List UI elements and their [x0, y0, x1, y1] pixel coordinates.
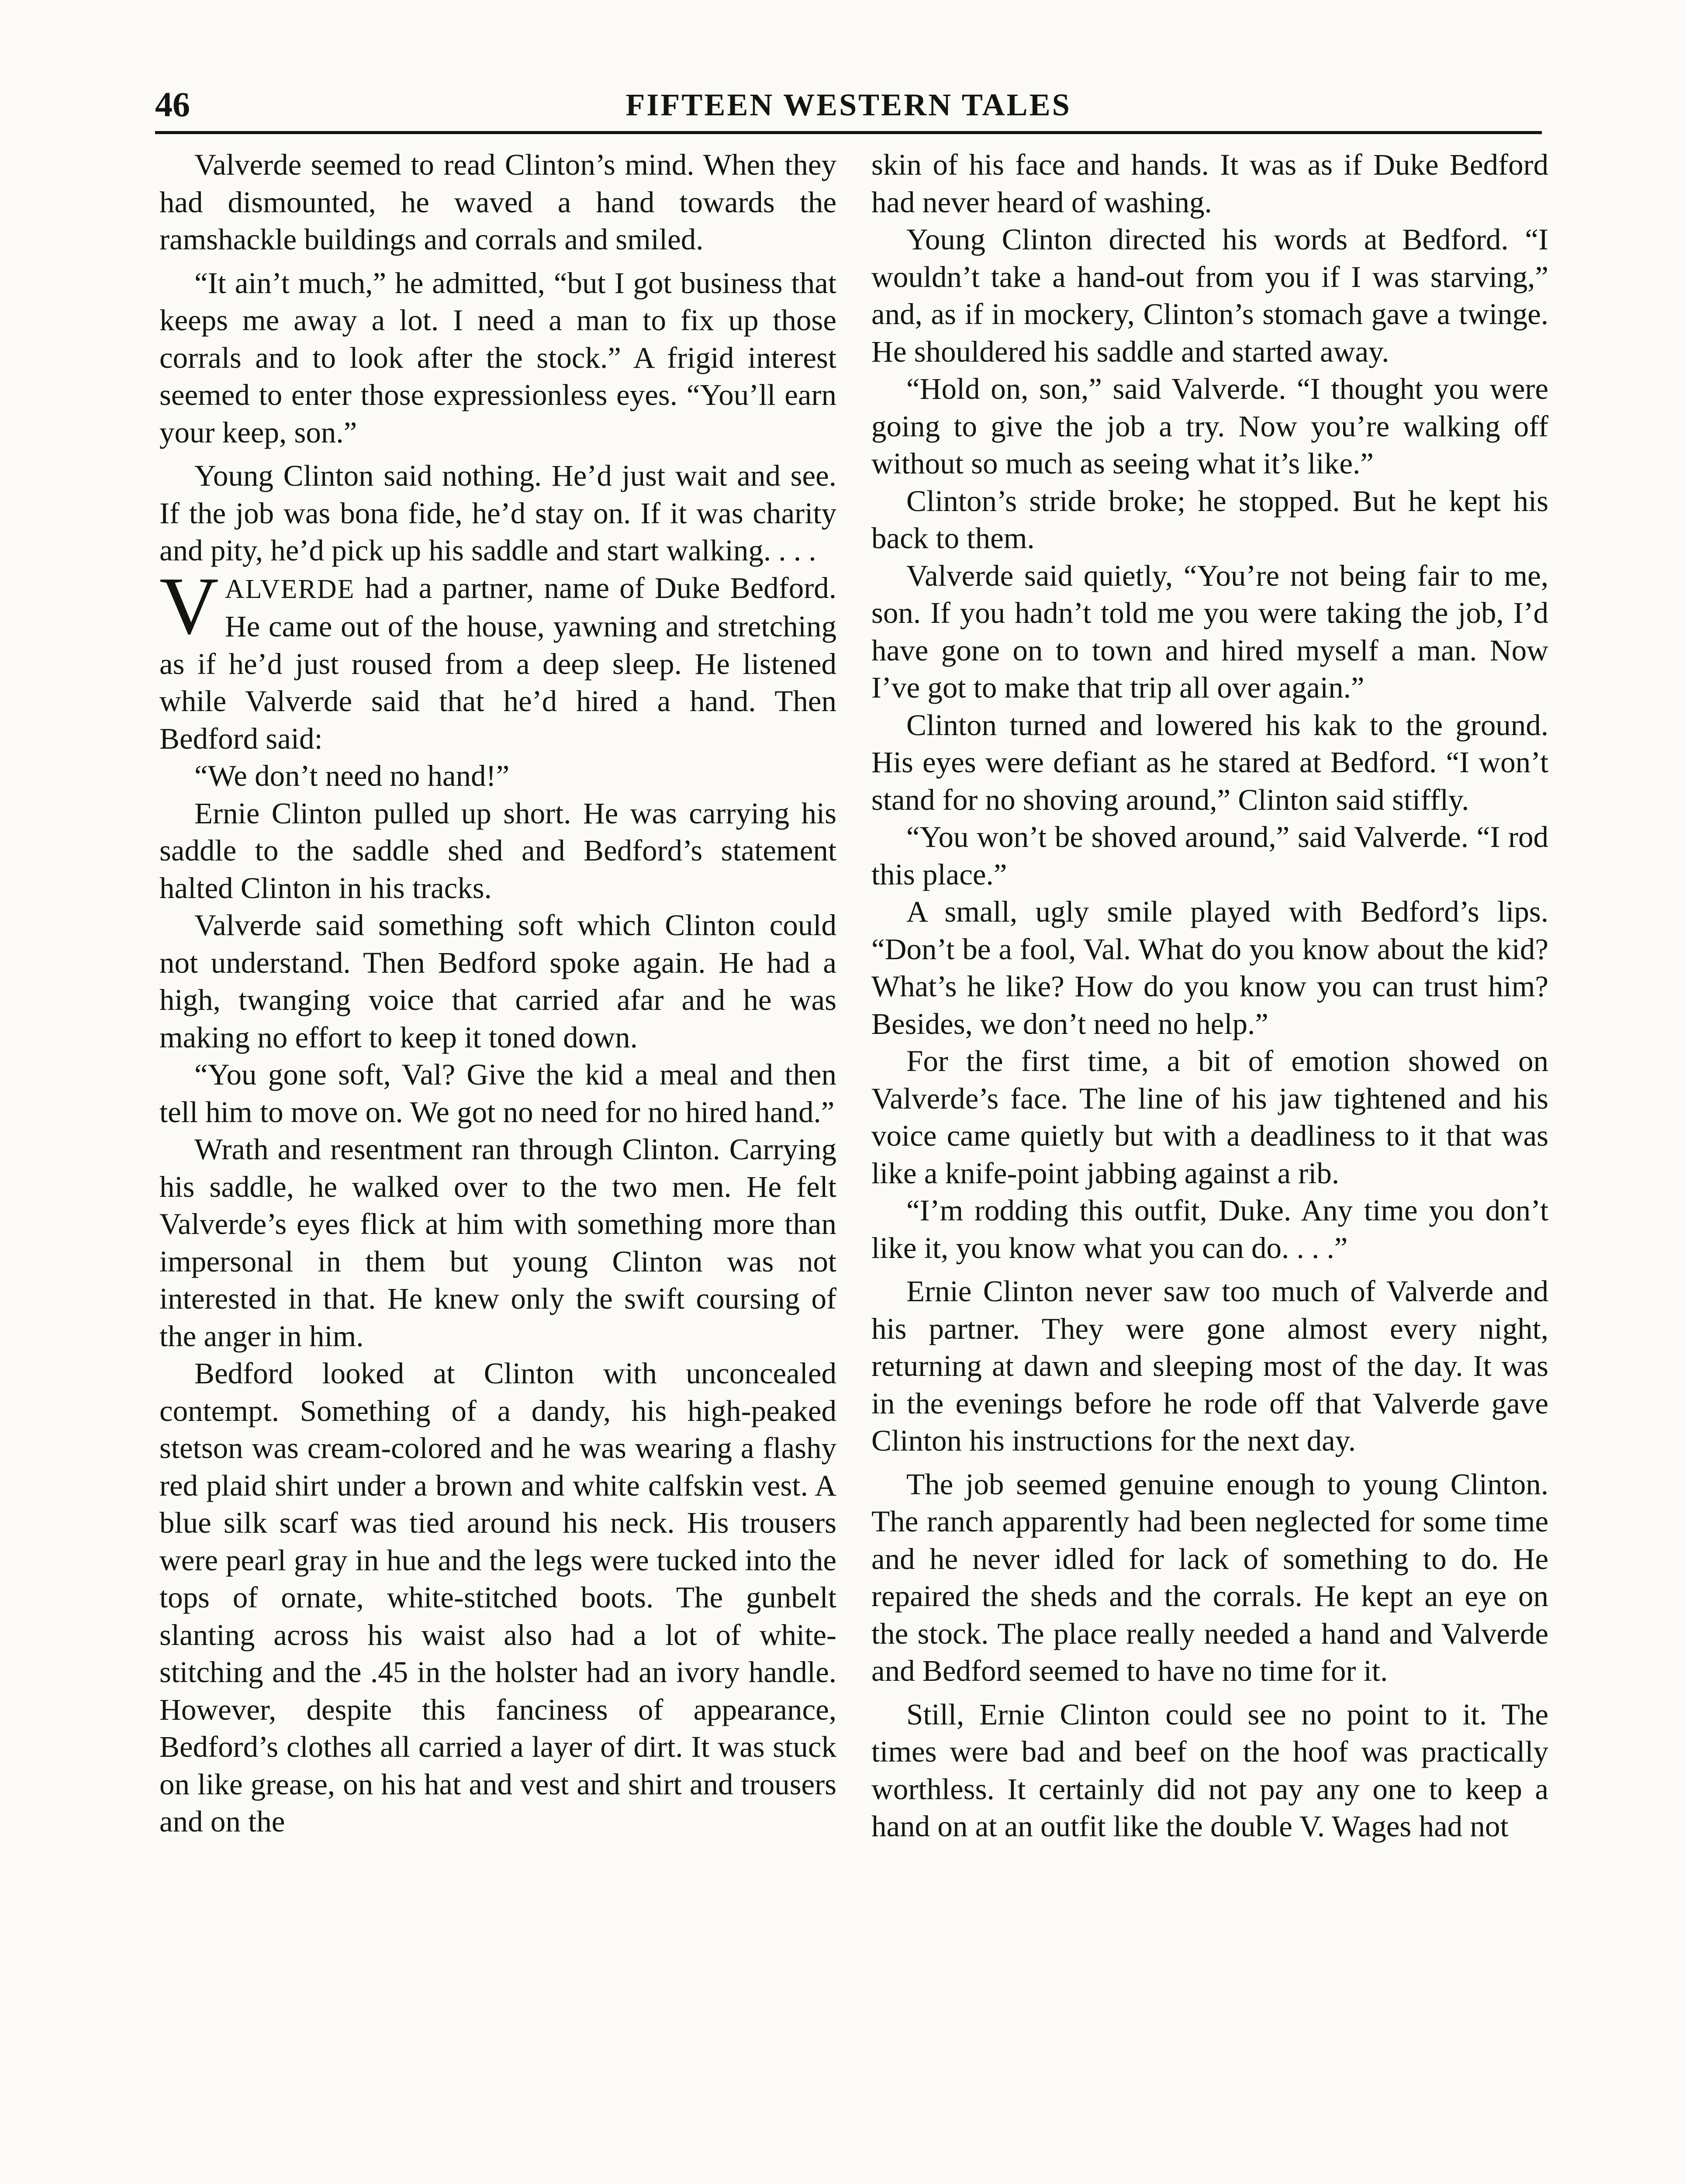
- paragraph: Bedford looked at Clinton with unconcealed contempt. Something of a dandy, his high-peaked stetson was cream-colored and he was wearing a flashy red plaid shirt under a brown and white calfskin vest. A blue silk scarf was tied around his neck. His trousers were pearl gray in hue and the legs were tucked into the tops of ornate, white-stitched boots. The gunbelt slanting across his waist also had a lot of white-stitching and the .45 in the holster had an ivory handle. However, despite this fanciness of appearance, Bedford’s clothes all carried a layer of dirt. It was stuck on like grease, on his hat and vest and shirt and trousers and on the: [159, 1357, 836, 1838]
- paragraph: Valverde said quietly, “You’re not being fair to me, son. If you hadn’t told me you were taking the job, I’d have gone on to town and hired myself a man. Now I’ve got to make that trip all over again.”: [871, 559, 1548, 704]
- continued-paragraph: skin of his face and hands. It was as if Duke Bedford had never heard of washing.: [871, 148, 1548, 219]
- paragraph: Valverde said something soft which Clinton could not understand. Then Bedford spoke again. He had a high, twanging voice that carried afar and he was making no effort to keep it toned down.: [159, 909, 836, 1054]
- paragraph: Young Clinton directed his words at Bedford. “I wouldn’t take a hand-out from you if I was starving,” and, as if in mockery, Clinton’s stomach gave a twinge. He shouldered his saddle and started away.: [871, 223, 1548, 368]
- page-number: 46: [155, 86, 190, 124]
- drop-cap: V: [159, 560, 219, 651]
- paragraph: A small, ugly smile played with Bedford’s lips. “Don’t be a fool, Val. What do you know about the kid? What’s he like? How do you know you can trust him? Besides, we don’t need no help.”: [871, 895, 1548, 1040]
- paragraph: “You won’t be shoved around,” said Valverde. “I rod this place.”: [871, 820, 1548, 891]
- paragraph: Ernie Clinton never saw too much of Valverde and his partner. They were gone almost every night, returning at dawn and sleeping most of the day. It was in the evenings before he rode off that Valverde gave Clinton his instructions for the next day.: [871, 1275, 1548, 1457]
- running-title: FIFTEEN WESTERN TALES: [625, 87, 1071, 122]
- paragraph: “Hold on, son,” said Valverde. “I thought you were going to give the job a try. Now you’re walking off without so much as seeing what it’s like.”: [871, 372, 1548, 480]
- paragraph: “I’m rodding this outfit, Duke. Any time you don’t like it, you know what you can do. . . .”: [871, 1194, 1548, 1265]
- section-opening-text: had a partner, name of Duke Bedford. He came out of the house, yawning and stretching as if he’d just roused from a deep sleep. He listened while Valverde said that he’d hired a hand. Then Bedford said:: [159, 571, 836, 755]
- paragraph: Clinton’s stride broke; he stopped. But he kept his back to them.: [871, 484, 1548, 555]
- paragraph: For the first time, a bit of emotion showed on Valverde’s face. The line of his jaw tightened and his voice came quietly but with a deadliness to it that was like a knife-point jabbing against a rib.: [871, 1044, 1548, 1190]
- paragraph: Ernie Clinton pulled up short. He was carrying his saddle to the saddle shed and Bedford’s statement halted Clinton in his tracks.: [159, 796, 836, 905]
- paragraph: Clinton turned and lowered his kak to the ground. His eyes were defiant as he stared at Bedford. “I won’t stand for no shoving around,” Clinton said stiffly.: [871, 708, 1548, 816]
- left-column: [159, 146, 836, 2184]
- header-rule: [155, 131, 1542, 134]
- paragraph: “We don’t need no hand!”: [194, 759, 510, 792]
- paragraph: “You gone soft, Val? Give the kid a meal and then tell him to move on. We got no need for no hired hand.”: [159, 1058, 836, 1129]
- paragraph: Valverde seemed to read Clinton’s mind. When they had dismounted, he waved a hand towards the ramshackle buildings and corrals and smiled.: [159, 148, 836, 256]
- section-opening-paragraph: [159, 560, 836, 758]
- paragraph: Young Clinton said nothing. He’d just wait and see. If the job was bona fide, he’d stay on. If it was charity and pity, he’d pick up his saddle and start walking. . . .: [159, 459, 836, 567]
- paragraph: Wrath and resentment ran through Clinton. Carrying his saddle, he walked over to the two men. He felt Valverde’s eyes flick at him with something more than impersonal in them but young Clinton was not interested in that. He knew only the swift coursing of the anger in him.: [159, 1133, 836, 1353]
- section-lead-word: ALVERDE: [225, 574, 355, 604]
- right-column: [871, 146, 1548, 2184]
- paragraph: The job seemed genuine enough to young Clinton. The ranch apparently had been neglected for some time and he never idled for lack of something to do. He repaired the sheds and the corrals. He kept an eye on the stock. The place really needed a hand and Valverde and Bedford seemed to have no time for it.: [871, 1467, 1548, 1687]
- paragraph: Still, Ernie Clinton could see no point to it. The times were bad and beef on the hoof was practically worthless. It certainly did not pay any one to keep a hand on at an outfit like the double V. Wages had not: [871, 1697, 1548, 1843]
- page-header: [155, 81, 1542, 129]
- paragraph: “It ain’t much,” he admitted, “but I got business that keeps me away a lot. I need a man to fix up those corrals and to look after the stock.” A frigid interest seemed to enter those expressionless eyes. “You’ll earn your keep, son.”: [159, 266, 836, 449]
